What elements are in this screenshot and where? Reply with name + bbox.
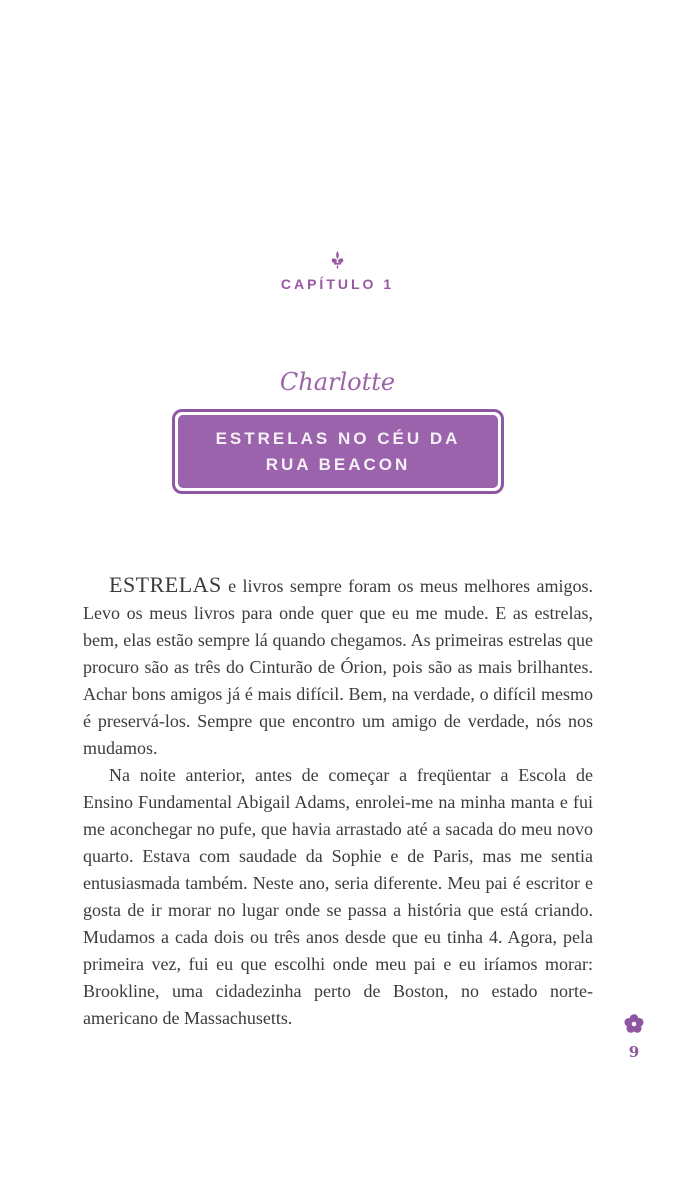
paragraph-1 (83, 571, 593, 762)
author-name: Charlotte (279, 368, 396, 396)
chapter-title-line1: ESTRELAS NO CÉU DA (215, 428, 461, 448)
chapter-label: CAPÍTULO 1 (280, 276, 395, 292)
flower-icon (623, 1013, 645, 1035)
chapter-ornament (0, 250, 675, 275)
chapter-title (178, 415, 498, 488)
chapter-title-box (172, 409, 504, 494)
body-text (83, 571, 593, 1032)
chapter-title-line2: RUA BEACON (265, 454, 411, 474)
paragraph-1-text: e livros sempre foram os meus melhores amigos. Levo os meus livros para onde quer que eu me mude. E as estrelas, bem, elas estão sempre lá quando chegamos. As primeiras estrelas que procuro são as três do Cinturão de Órion, pois são as mais brilhantes. Achar bons amigos já é mais difícil. Bem, na verdade, o difícil mesmo é preservá-los. Sempre que encontro um amigo de verdade, nós nos mudamos. (83, 576, 593, 758)
fleur-de-lis-icon (330, 250, 345, 270)
paragraph-2: Na noite anterior, antes de começar a freqüentar a Escola de Ensino Fundamental Abigail Adams, enrolei-me na minha manta e fui me aconchegar no pufe, que havia arrastado até a sacada do meu novo quarto. Estava com saudade da Sophie e de Paris, mas me sentia entusiasmada também. Neste ano, seria diferente. Meu pai é escritor e gosta de ir morar no lugar onde se passa a história que está criando. Mudamos a cada dois ou três anos desde que eu tinha 4. Agora, pela primeira vez, fui eu que escolhi onde meu pai e eu iríamos morar: Brookline, uma cidadezinha perto de Boston, no estado norte-americano de Massachusetts. (83, 765, 593, 1028)
lead-word: ESTRELAS (109, 572, 222, 597)
page-number: 9 (628, 1043, 640, 1061)
